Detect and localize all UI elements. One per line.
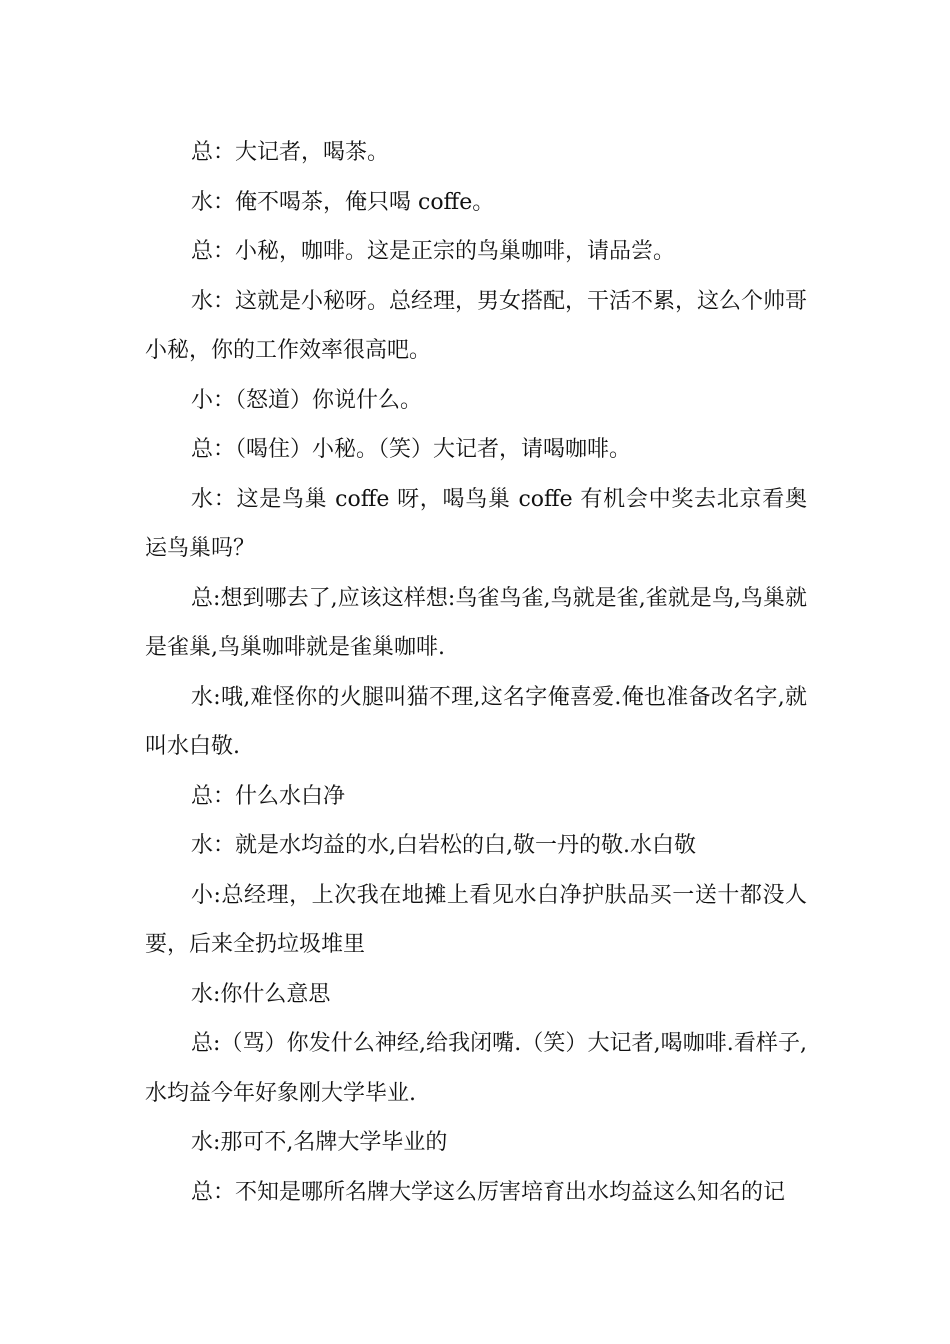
- dialogue-paragraph: 水：这是鸟巢 coffe 呀，喝鸟巢 coffe 有机会中奖去北京看奥运鸟巢吗？: [145, 486, 807, 561]
- dialogue-paragraph: 总：小秘，咖啡。这是正宗的鸟巢咖啡，请品尝。: [191, 239, 676, 264]
- dialogue-paragraph: 总：（喝住）小秘。（笑）大记者，请喝咖啡。: [191, 437, 632, 462]
- dialogue-paragraph: 小:总经理，上次我在地摊上看见水白净护肤品买一送十都没人要，后来全扔垃圾堆里: [145, 882, 807, 957]
- dialogue-paragraph: 小：（怒道）你说什么。: [191, 387, 423, 413]
- dialogue-paragraph: 水：俺不喝茶，俺只喝 coffe。: [191, 189, 495, 215]
- dialogue-paragraph: 总：不知是哪所名牌大学这么厉害培育出水均益这么知名的记: [191, 1179, 786, 1205]
- dialogue-text-block: [145, 128, 807, 1217]
- dialogue-paragraph: 水:那可不,名牌大学毕业的: [191, 1130, 448, 1155]
- dialogue-paragraph: 总：什么水白净: [191, 783, 346, 809]
- dialogue-paragraph: 水：就是水均益的水,白岩松的白,敬一丹的敬.水白敬: [191, 833, 696, 858]
- dialogue-paragraph: 水:你什么意思: [191, 981, 331, 1007]
- dialogue-paragraph: 总:想到哪去了,应该这样想:鸟雀鸟雀,鸟就是雀,雀就是鸟,鸟巢就是雀巢,鸟巢咖啡就是雀巢咖啡.: [145, 585, 807, 660]
- dialogue-paragraph: 总：大记者，喝茶。: [191, 140, 390, 165]
- dialogue-paragraph: 水:哦,难怪你的火腿叫猫不理,这名字俺喜爱.俺也准备改名字,就叫水白敬.: [145, 684, 807, 759]
- dialogue-paragraph: 总:（骂）你发什么神经,给我闭嘴.（笑）大记者,喝咖啡.看样子,水均益今年好象刚大学毕业.: [145, 1031, 807, 1106]
- dialogue-paragraph: 水：这就是小秘呀。总经理，男女搭配，干活不累，这么个帅哥小秘，你的工作效率很高吧。: [145, 288, 808, 363]
